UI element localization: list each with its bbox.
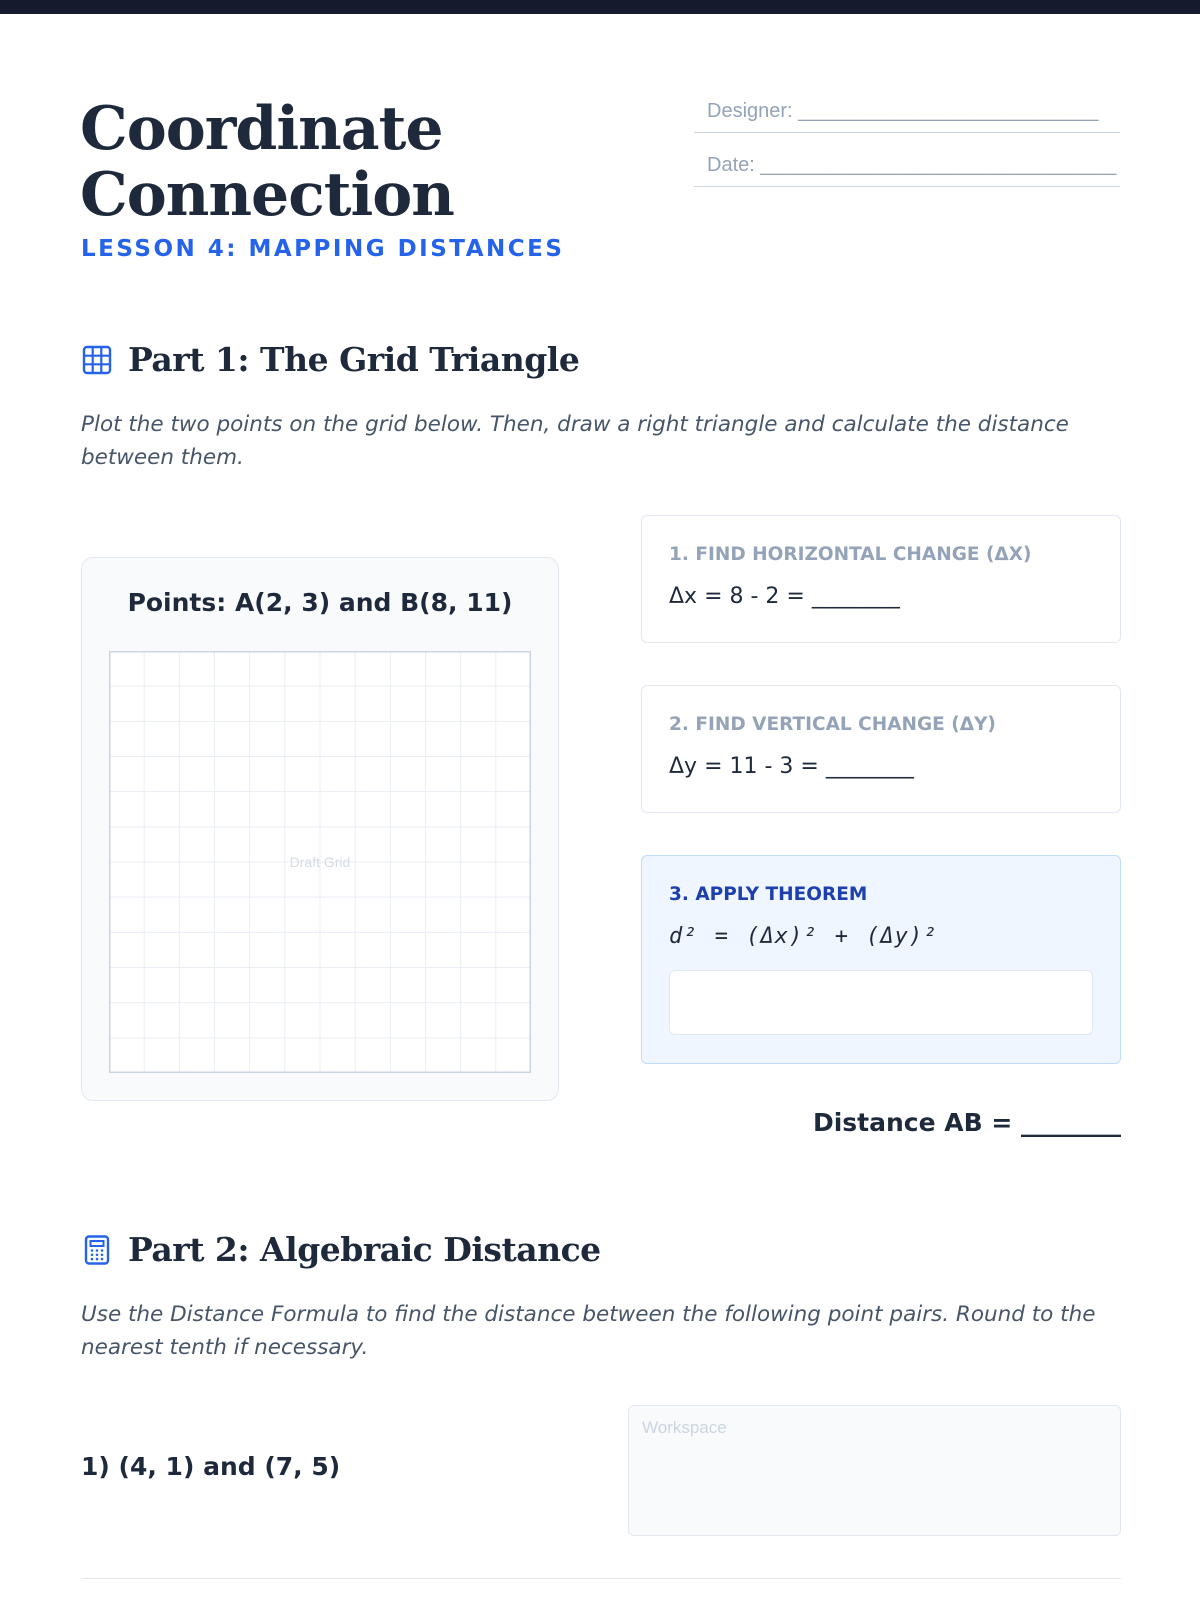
theorem-answer-box[interactable]: [669, 970, 1093, 1035]
step2-label: 2. FIND VERTICAL CHANGE (ΔY): [669, 714, 996, 735]
coordinate-grid[interactable]: [109, 651, 531, 1073]
distance-ab-answer[interactable]: Distance AB = ________: [812, 1108, 1121, 1137]
part2-instructions: Use the Distance Formula to find the distance between the following point pairs. Round to the nearest tenth if necessary.: [81, 1302, 1096, 1360]
divider: [81, 1578, 1121, 1579]
designer-field[interactable]: [694, 98, 1120, 133]
part1-title: Part 1: The Grid Triangle: [128, 340, 580, 379]
title-line-1: Coordinate: [80, 94, 443, 164]
grid-icon: [82, 345, 112, 375]
step-apply-theorem: [641, 855, 1121, 1064]
points-label: Points: A(2, 3) and B(8, 11): [127, 588, 513, 617]
calculator-icon: [82, 1235, 112, 1265]
top-bar: [0, 0, 1200, 14]
lesson-subtitle: LESSON 4: MAPPING DISTANCES: [81, 236, 565, 262]
date-label: Date: ________________________________: [707, 154, 1117, 176]
grid-watermark: Draft Grid: [289, 854, 351, 870]
date-field[interactable]: [694, 152, 1120, 187]
problem-1-workspace[interactable]: [628, 1405, 1121, 1536]
step1-equation[interactable]: Δx = 8 - 2 = ________: [669, 584, 900, 609]
title-line-2: Connection: [80, 160, 454, 230]
part2-heading: [82, 1230, 601, 1269]
step3-label: 3. APPLY THEOREM: [669, 884, 868, 905]
workspace-label: Workspace: [642, 1418, 727, 1437]
step2-equation[interactable]: Δy = 11 - 3 = ________: [669, 754, 914, 779]
part1-instructions: Plot the two points on the grid below. Then, draw a right triangle and calculate the distance between them.: [81, 412, 1069, 470]
part1-heading: [82, 340, 579, 379]
grid-card: [81, 557, 559, 1101]
step-horizontal-change: [641, 515, 1121, 643]
step-vertical-change: [641, 685, 1121, 813]
problem-1-label: 1) (4, 1) and (7, 5): [81, 1452, 341, 1481]
page-title: [80, 96, 454, 228]
step1-label: 1. FIND HORIZONTAL CHANGE (ΔX): [669, 544, 1032, 565]
part2-title: Part 2: Algebraic Distance: [128, 1230, 601, 1269]
designer-label: Designer: ___________________________: [707, 100, 1099, 122]
step3-equation: d² = (Δx)² + (Δy)²: [669, 924, 938, 949]
